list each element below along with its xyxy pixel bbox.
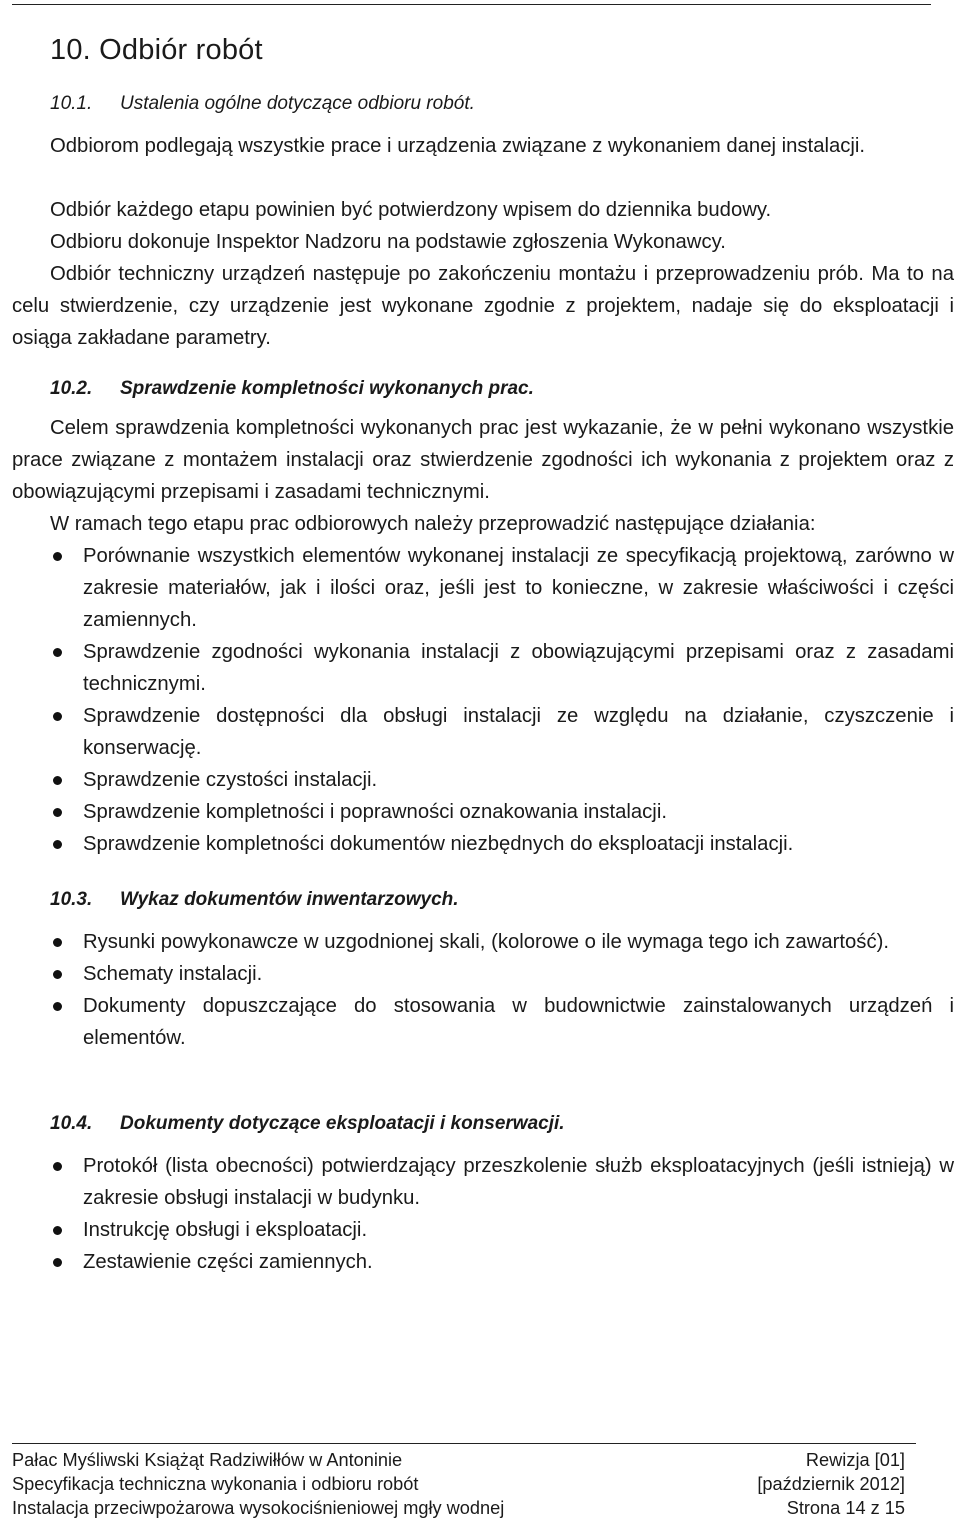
subsection-title: Wykaz dokumentów inwentarzowych. [120,889,459,910]
subsection-title: Ustalenia ogólne dotyczące odbioru robót. [120,93,475,114]
paragraph: Odbiór techniczny urządzeń następuje po zakończeniu montażu i przeprowadzeniu prób. Ma to na celu stwierdzenie, czy urządzenie jest wykonane zgodnie z projektem, nadaje się do eksploatacji i osiąga zakładane parametry. [12,263,954,349]
footer-project: Pałac Myśliwski Książąt Radziwiłłów w Antoninie [12,1450,403,1470]
paragraph: Odbiorom podlegają wszystkie prace i urządzenia związane z wykonaniem danej instalacji. [50,135,866,157]
bullet-icon [53,840,62,849]
bullet-icon [53,776,62,785]
top-rule [12,4,931,5]
list-item: Sprawdzenie zgodności wykonania instalacji z obowiązującymi przepisami oraz z zasadami technicznymi. [0,636,954,700]
footer-installation: Instalacja przeciwpożarowa wysokociśnieniowej mgły wodnej [12,1498,505,1518]
bullet-icon [53,970,62,979]
footer-revision: Rewizja [01] [805,1450,905,1470]
list-item: Sprawdzenie kompletności i poprawności oznakowania instalacji. [0,796,954,828]
page-footer [12,1448,905,1520]
subsection-title: Sprawdzenie kompletności wykonanych prac. [120,378,534,399]
bullet-icon [53,648,62,657]
footer-row [12,1496,905,1520]
list-item: Dokumenty dopuszczające do stosowania w budownictwie zainstalowanych urządzeń i elementów. [0,990,954,1054]
footer-row [12,1448,905,1472]
list-item: Rysunki powykonawcze w uzgodnionej skali, (kolorowe o ile wymaga tego ich zawartość). [0,926,954,958]
subsection-heading-10-2 [50,378,534,400]
list-item: Sprawdzenie dostępności dla obsługi instalacji ze względu na działanie, czyszczenie i konserwację. [0,700,954,764]
paragraph: Odbiór każdego etapu powinien być potwierdzony wpisem do dziennika budowy. [50,199,772,221]
list-item: Sprawdzenie czystości instalacji. [0,764,954,796]
list-item: Protokół (lista obecności) potwierdzający przeszkolenie służb eksploatacyjnych (jeśli istnieją) w zakresie obsługi instalacji w budynku. [0,1150,954,1214]
paragraph: W ramach tego etapu prac odbiorowych należy przeprowadzić następujące działania: [50,513,816,535]
bullet-icon [53,1226,62,1235]
subsection-number: 10.2. [50,378,93,399]
footer-document: Specyfikacja techniczna wykonania i odbioru robót [12,1474,419,1494]
subsection-heading-10-4 [50,1113,565,1135]
subsection-number: 10.1. [50,93,93,114]
bullet-icon [53,1258,62,1267]
subsection-number: 10.4. [50,1113,93,1134]
subsection-number: 10.3. [50,889,93,910]
bullet-icon [53,712,62,721]
list-item: Schematy instalacji. [0,958,954,990]
documents-list [0,926,954,1054]
paragraph: Odbioru dokonuje Inspektor Nadzoru na podstawie zgłoszenia Wykonawcy. [50,231,726,253]
activities-list [0,540,954,860]
bullet-icon [53,1002,62,1011]
footer-page-number: Strona 14 z 15 [786,1498,905,1518]
operation-documents-list [0,1150,954,1278]
footer-rule [12,1443,916,1444]
bullet-icon [53,808,62,817]
footer-row [12,1472,905,1496]
section-title: 10. Odbiór robót [50,34,263,66]
bullet-icon [53,1162,62,1171]
list-item: Instrukcję obsługi i eksploatacji. [0,1214,954,1246]
subsection-title: Dokumenty dotyczące eksploatacji i konserwacji. [120,1113,565,1134]
list-item: Porównanie wszystkich elementów wykonanej instalacji ze specyfikacją projektową, zarówno w zakresie materiałów, jak i ilości oraz, jeśli jest to konieczne, w zakresie właściwości i części zamiennych. [0,540,954,636]
bullet-icon [53,938,62,947]
bullet-icon [53,552,62,561]
paragraph: Celem sprawdzenia kompletności wykonanych prac jest wykazanie, że w pełni wykonano wszystkie prace związane z montażem instalacji oraz stwierdzenie zgodności ich wykonania z projektem oraz z obowiązującymi przepisami i zasadami technicznymi. [12,417,954,503]
subsection-heading-10-1 [50,93,475,115]
list-item: Zestawienie części zamiennych. [0,1246,954,1278]
subsection-heading-10-3 [50,889,459,911]
list-item: Sprawdzenie kompletności dokumentów niezbędnych do eksploatacji instalacji. [0,828,954,860]
footer-date: [październik 2012] [757,1474,905,1494]
